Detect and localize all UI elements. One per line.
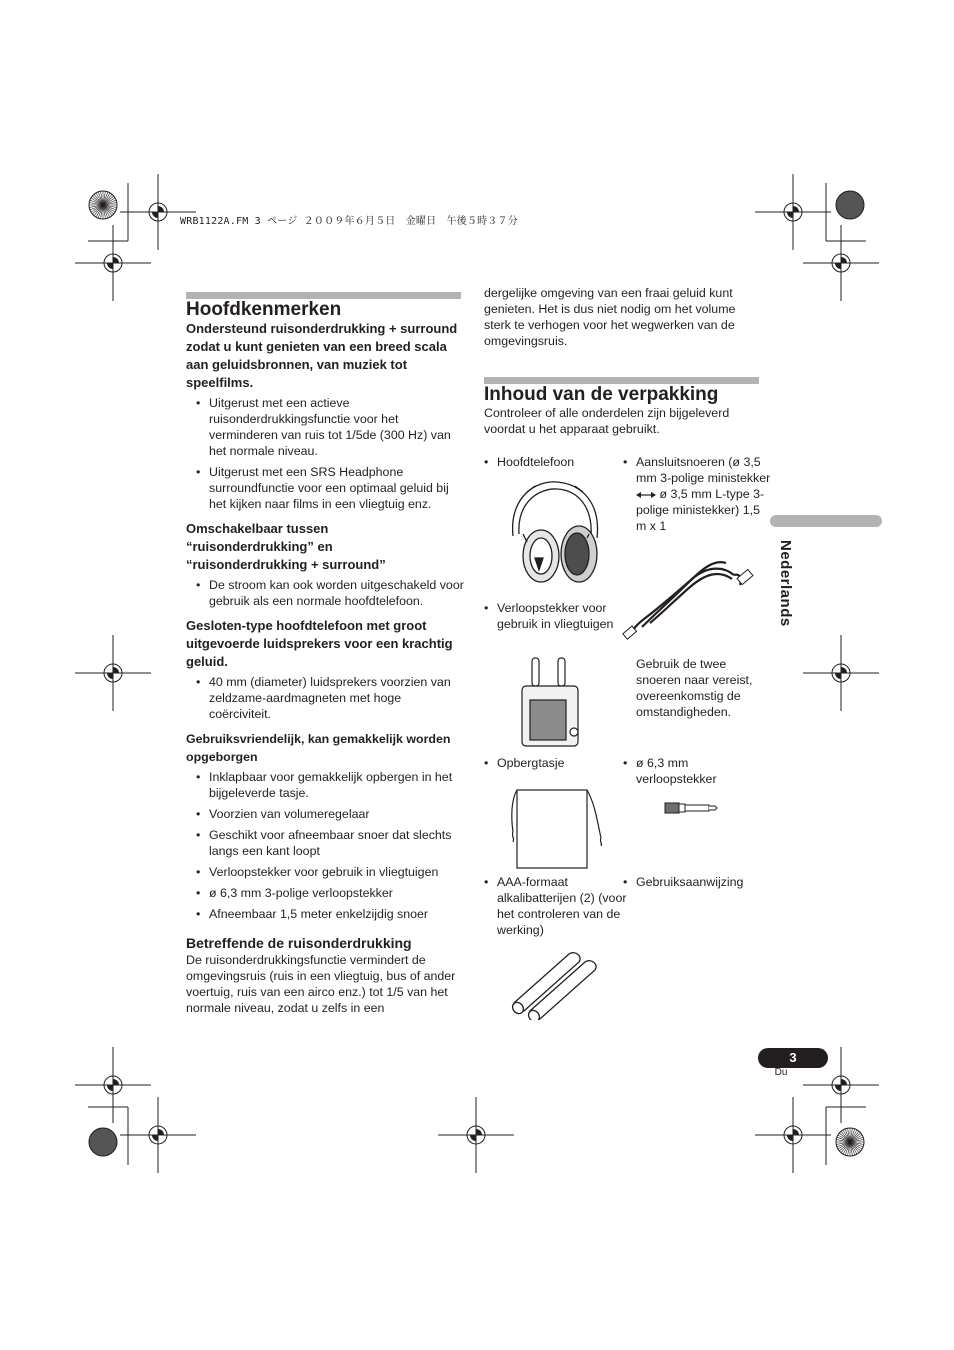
print-header: WRB1122A.FM 3 ページ ２００９年６月５日 金曜日 午後５時３７分 bbox=[180, 216, 518, 227]
page-number: 3 bbox=[758, 1048, 828, 1068]
registration-mark-icon bbox=[75, 225, 151, 301]
section-bar-right bbox=[484, 377, 759, 384]
feature-bullet: • Geschikt voor afneembaar snoer dat slechts langs een kant loopt bbox=[209, 827, 464, 859]
package-item-plane-adapter: • Verloopstekker voor gebruik in vliegtuigen bbox=[484, 601, 614, 631]
item-label: ø 3,5 mm L-type 3-polige ministekker) 1,5 m x 1 bbox=[636, 487, 765, 533]
batteries-illustration bbox=[505, 948, 603, 1020]
plane-adapter-illustration bbox=[518, 656, 588, 752]
star-target-mark bbox=[836, 1128, 864, 1156]
registration-mark-icon bbox=[438, 1097, 514, 1173]
contents-title: Inhoud van de verpakking bbox=[484, 384, 719, 405]
registration-mark-icon bbox=[120, 1097, 196, 1173]
feature-bullet: • De stroom kan ook worden uitgeschakeld voor gebruik als een normale hoofdtelefoon. bbox=[209, 577, 464, 609]
pouch-illustration bbox=[505, 780, 605, 872]
registration-mark-icon bbox=[75, 635, 151, 711]
feature-bullet: • Uitgerust met een SRS Headphone surroundfunctie voor een optimaal geluid bij het kijken naar films in een vliegtuig enz. bbox=[209, 464, 464, 512]
registration-mark-icon bbox=[755, 174, 831, 250]
item-label: AAA-formaat alkalibatterijen (2) (voor het controleren van de werking) bbox=[497, 875, 627, 937]
cable-illustration bbox=[622, 555, 762, 645]
feature-heading: Omschakelbaar tussen “ruisonderdrukking” en “ruisonderdrukking + surround” bbox=[186, 521, 386, 572]
item-label: Verloopstekker voor gebruik in vliegtuigen bbox=[497, 601, 614, 631]
feature-heading: Gesloten-type hoofdtelefoon met groot uitgevoerde luidsprekers voor een krachtig geluid. bbox=[186, 618, 453, 669]
feature-heading: Gebruiksvriendelijk, kan gemakkelijk worden opgeborgen bbox=[186, 732, 451, 764]
feature-bullet: • Verloopstekker voor gebruik in vliegtuigen bbox=[209, 864, 464, 880]
feature-bullet: • ø 6,3 mm 3-polige verloopstekker bbox=[209, 885, 464, 901]
page-language: Du bbox=[774, 1067, 788, 1078]
section-title: Hoofdkenmerken bbox=[186, 299, 342, 320]
star-target-mark bbox=[89, 1128, 117, 1156]
star-target-mark bbox=[89, 191, 117, 219]
package-item-cords: • Aansluitsnoeren (ø 3,5 mm 3-polige ministekker ø 3,5 mm L-type 3-polige ministekker) 1,5 m x 1 bbox=[623, 455, 771, 533]
language-tab-label: Nederlands bbox=[777, 540, 794, 627]
item-label: Hoofdtelefoon bbox=[497, 455, 575, 469]
item-label: Opbergtasje bbox=[497, 756, 565, 770]
subsection-title: Betreffende de ruisonderdrukking bbox=[186, 935, 412, 951]
item-label: Aansluitsnoeren (ø 3,5 mm 3-polige ministekker bbox=[636, 455, 771, 485]
contents-intro: Controleer of alle onderdelen zijn bijgeleverd voordat u het apparaat gebruikt. bbox=[484, 406, 730, 436]
registration-mark-icon bbox=[803, 635, 879, 711]
section-bar-left bbox=[186, 292, 461, 299]
star-target-mark bbox=[836, 191, 864, 219]
feature-bullet: • 40 mm (diameter) luidsprekers voorzien van zeldzame-aardmagneten met hoge coërciviteit. bbox=[209, 674, 464, 722]
language-tab-bar bbox=[770, 515, 882, 527]
item-label: Gebruiksaanwijzing bbox=[636, 875, 744, 889]
registration-mark-icon bbox=[755, 1097, 831, 1173]
package-item-manual: • Gebruiksaanwijzing bbox=[623, 875, 744, 889]
feature-bullet: • Inklapbaar voor gemakkelijk opbergen in het bijgeleverde tasje. bbox=[209, 769, 464, 801]
feature-bullet: • Voorzien van volumeregelaar bbox=[209, 806, 464, 822]
headphones-illustration bbox=[505, 478, 605, 590]
continued-text: dergelijke omgeving van een fraai geluid kunt genieten. Het is dus niet nodig om het volume sterk te verhogen voor het wegwerken van de omgevingsruis. bbox=[484, 286, 736, 348]
registration-mark-icon bbox=[75, 1047, 151, 1123]
cord-note bbox=[636, 656, 761, 720]
cord-note-text: Gebruik de twee snoeren naar vereist, overeenkomstig de omstandigheden. bbox=[636, 657, 753, 719]
registration-mark-icon bbox=[803, 225, 879, 301]
plug-adapter-illustration bbox=[663, 800, 721, 816]
left-column bbox=[186, 299, 464, 1016]
package-item-headphones: • Hoofdtelefoon bbox=[484, 455, 575, 469]
feature-bullet: • Uitgerust met een actieve ruisonderdrukkingsfunctie voor het verminderen van ruis tot 1/5de (300 Hz) van het normale niveau. bbox=[209, 395, 464, 459]
package-item-pouch: • Opbergtasje bbox=[484, 756, 565, 770]
item-label: ø 6,3 mm verloopstekker bbox=[636, 756, 717, 786]
package-item-adapter63: • ø 6,3 mm verloopstekker bbox=[623, 756, 717, 786]
feature-heading: Ondersteund ruisonderdrukking + surround zodat u kunt genieten van een breed scala aan geluidsbronnen, van muziek tot speelfilms. bbox=[186, 321, 458, 390]
package-item-batteries: • AAA-formaat alkalibatterijen (2) (voor het controleren van de werking) bbox=[484, 875, 627, 937]
noise-paragraph: De ruisonderdrukkingsfunctie vermindert de omgevingsruis (ruis in een vliegtuig, bus of ander voertuig, ruis van een airco enz.) tot 1/5 van het normale niveau, zodat u zelfs in een bbox=[186, 953, 456, 1015]
contents-header bbox=[484, 384, 759, 437]
continued-paragraph bbox=[484, 285, 759, 349]
feature-bullet: • Afneembaar 1,5 meter enkelzijdig snoer bbox=[209, 906, 464, 922]
arrow-both-icon bbox=[636, 491, 656, 499]
